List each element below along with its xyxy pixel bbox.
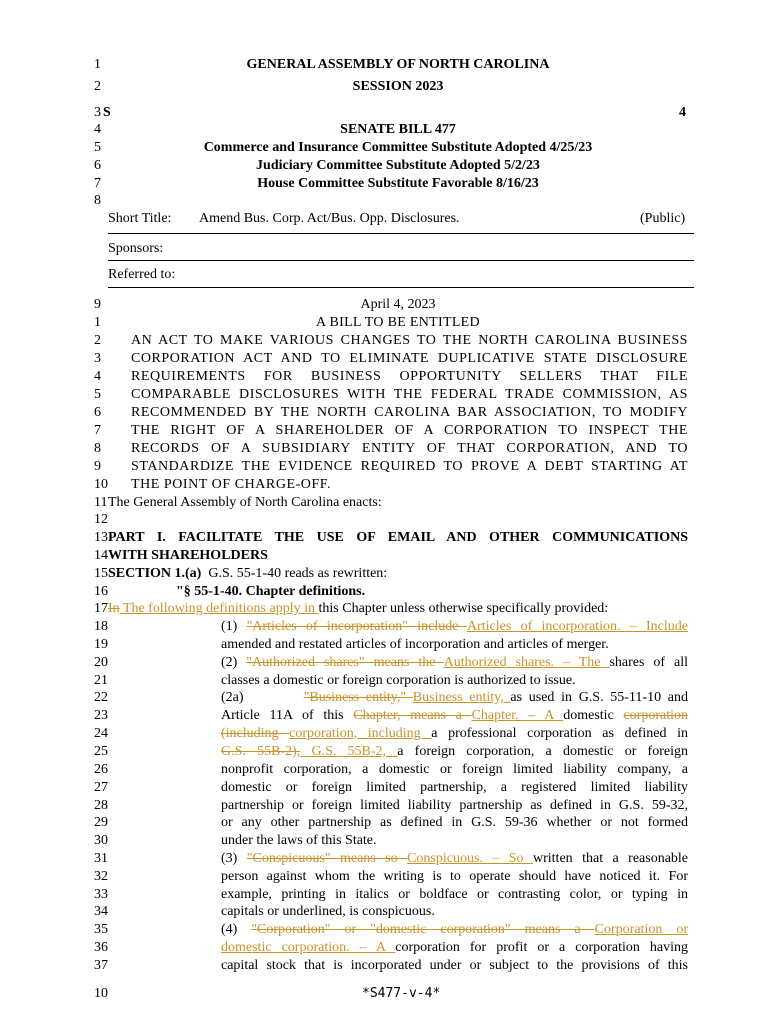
inserted-text: domestic corporation. – A xyxy=(221,940,396,955)
act-title-line: REQUIREMENTS FOR BUSINESS OPPORTUNITY SELLERS THAT FILE xyxy=(131,369,688,384)
line-number: 3 xyxy=(94,351,101,366)
substitute-line: House Committee Substitute Favorable 8/16/23 xyxy=(257,176,539,191)
line-number: 7 xyxy=(94,176,101,191)
line-number: 11 xyxy=(94,495,108,510)
deleted-text: Chapter, means a xyxy=(353,708,472,723)
definition-text: domestic or foreign limited partnership, a registered limited liability xyxy=(221,780,688,795)
line-number: 21 xyxy=(94,673,108,688)
line-number: 19 xyxy=(94,637,108,652)
definition-text: domestic xyxy=(563,708,624,723)
line-number: 26 xyxy=(94,762,108,777)
line-number: 5 xyxy=(94,387,101,402)
definition-number: (3) xyxy=(221,851,247,866)
definition-text: as used in G.S. 55-11-10 and xyxy=(510,690,688,705)
line-number: 37 xyxy=(94,958,108,973)
inserted-text: Authorized shares. – The xyxy=(443,655,610,670)
section-text: G.S. 55-1-40 reads as rewritten: xyxy=(208,566,388,581)
line-number: 18 xyxy=(94,619,108,634)
line-number: 4 xyxy=(94,122,101,137)
deleted-text: (including xyxy=(221,726,290,741)
definition-text: classes a domestic or foreign corporation is authorized to issue. xyxy=(221,673,576,688)
act-title-line: COMPARABLE DISCLOSURES WITH THE FEDERAL TRADE COMMISSION, AS xyxy=(131,387,688,402)
deleted-text: "Corporation" or "domestic corporation" means a xyxy=(251,922,595,937)
deleted-text: corporation xyxy=(623,708,688,723)
inserted-text: corporation, including xyxy=(289,726,432,741)
line-number: 30 xyxy=(94,833,108,848)
definition-text: a professional corporation as defined in xyxy=(431,726,688,741)
line-number: 34 xyxy=(94,904,108,919)
line-number: 20 xyxy=(94,655,108,670)
inserted-text: The following definitions apply in xyxy=(119,601,319,616)
definition-articles xyxy=(221,618,688,654)
definition-text: example, printing in italics or boldface or contrasting color, or typing in xyxy=(221,887,688,902)
line-number: 1 xyxy=(94,57,101,72)
line-number: 7 xyxy=(94,423,101,438)
public-label: (Public) xyxy=(640,211,686,226)
static-text: this Chapter unless otherwise specifically provided: xyxy=(318,601,609,616)
line-number: 2 xyxy=(94,79,101,94)
line-number: 14 xyxy=(94,548,108,563)
definition-text: corporation for profit or a corporation having xyxy=(395,940,688,955)
line-number: 23 xyxy=(94,708,108,723)
deleted-text: "Conspicuous" means so xyxy=(246,851,408,866)
definition-text: capital stock that is incorporated under or subject to the provisions of this xyxy=(221,958,688,973)
definition-text: Article 11A of this xyxy=(221,708,354,723)
line-number: 8 xyxy=(94,193,101,208)
definition-text: written that a reasonable xyxy=(533,851,689,866)
line-number: 27 xyxy=(94,780,108,795)
divider xyxy=(108,260,694,261)
act-title-line: AN ACT TO MAKE VARIOUS CHANGES TO THE NORTH CAROLINA BUSINESS xyxy=(131,333,688,348)
line-number: 8 xyxy=(94,441,101,456)
definition-text: shares of all xyxy=(609,655,688,670)
line-number: 33 xyxy=(94,887,108,902)
definition-text: under the laws of this State. xyxy=(221,833,377,848)
act-title-line: THE RIGHT OF A SHAREHOLDER OF A CORPORATION TO INSPECT THE xyxy=(131,423,688,438)
substitute-line: Judiciary Committee Substitute Adopted 5/2/23 xyxy=(256,158,540,173)
definition-number: (4) xyxy=(221,922,252,937)
act-title-line: STANDARDIZE THE EVIDENCE REQUIRED TO PROVE A DEBT STARTING AT xyxy=(131,459,688,474)
inserted-text: Chapter. – A xyxy=(471,708,564,723)
definition-number: (2a) xyxy=(221,690,244,705)
definitions-intro xyxy=(108,600,608,617)
document-id: *S477-v-4* xyxy=(362,986,441,1001)
inserted-text: Business entity, xyxy=(412,690,511,705)
divider xyxy=(108,233,694,234)
definition-text: partnership or foreign limited liability partnership as defined in G.S. 59-32, xyxy=(221,798,688,813)
assembly-title: GENERAL ASSEMBLY OF NORTH CAROLINA xyxy=(246,57,550,72)
deleted-text: G.S. 55B-2), xyxy=(221,744,301,759)
divider xyxy=(108,287,694,288)
definition-number: (2) xyxy=(221,655,247,670)
line-number: 9 xyxy=(94,459,101,474)
line-number: 24 xyxy=(94,726,108,741)
part-heading: PART I. FACILITATE THE USE OF EMAIL AND OTHER COMMUNICATIONS xyxy=(108,530,688,545)
short-title: Amend Bus. Corp. Act/Bus. Opp. Disclosures. xyxy=(199,211,460,226)
deleted-text: "Business entity," xyxy=(303,690,413,705)
line-number: 36 xyxy=(94,940,108,955)
page-number-right: 4 xyxy=(679,105,686,120)
referred-label: Referred to: xyxy=(108,267,176,282)
line-number: 10 xyxy=(94,477,108,492)
definition-text: a foreign corporation, a domestic or foreign xyxy=(397,744,688,759)
definition-text: or any other partnership as defined in G.S. 59-36 whether or not formed xyxy=(221,815,688,830)
definition-text: capitals or underlined, is conspicuous. xyxy=(221,904,435,919)
act-title-line: CORPORATION ACT AND TO ELIMINATE DUPLICATIVE STATE DISCLOSURE xyxy=(131,351,688,366)
line-number: 29 xyxy=(94,815,108,830)
inserted-text: Articles of incorporation. – Include xyxy=(467,619,688,634)
statute-heading: "§ 55-1-40. Chapter definitions. xyxy=(176,584,366,599)
sponsors-label: Sponsors: xyxy=(108,241,164,256)
short-title-label: Short Title: xyxy=(108,211,172,226)
line-number: 5 xyxy=(94,140,101,155)
inserted-text: G.S. 55B-2, xyxy=(300,744,398,759)
line-number: 6 xyxy=(94,158,101,173)
definition-corporation xyxy=(221,921,688,975)
chamber-letter: S xyxy=(103,105,111,120)
act-title-line: THE POINT OF CHARGE-OFF. xyxy=(131,477,332,492)
definition-text: person against whom the writing is to operate should have noticed it. For xyxy=(221,869,688,884)
definition-text: amended and restated articles of incorporation and articles of merger. xyxy=(221,637,609,652)
inserted-text: Corporation or xyxy=(594,922,689,937)
deleted-text: In xyxy=(108,601,120,616)
bill-number: SENATE BILL 477 xyxy=(340,122,456,137)
act-title-line: RECORDS OF A SUBSIDIARY ENTITY OF THAT CORPORATION, AND TO xyxy=(131,441,688,456)
act-title-line: RECOMMENDED BY THE NORTH CAROLINA BAR ASSOCIATION, TO MODIFY xyxy=(131,405,688,420)
substitute-line: Commerce and Insurance Committee Substitute Adopted 4/25/23 xyxy=(203,140,593,155)
enacting-clause: The General Assembly of North Carolina enacts: xyxy=(108,495,382,510)
line-number: 32 xyxy=(94,869,108,884)
line-number: 16 xyxy=(94,584,108,599)
line-number: 6 xyxy=(94,405,101,420)
definition-number: (1) xyxy=(221,619,247,634)
line-number: 25 xyxy=(94,744,108,759)
line-number: 9 xyxy=(94,297,101,312)
deleted-text: "Authorized shares" means the xyxy=(246,655,444,670)
deleted-text: "Articles of incorporation" include xyxy=(246,619,467,634)
bill-date: April 4, 2023 xyxy=(360,297,436,312)
line-number: 4 xyxy=(94,369,101,384)
footer-page-number: 10 xyxy=(94,986,108,1001)
line-number: 2 xyxy=(94,333,101,348)
part-heading-cont: WITH SHAREHOLDERS xyxy=(108,548,268,563)
line-number: 15 xyxy=(94,566,108,581)
definition-authorized-shares xyxy=(221,654,688,690)
session-title: SESSION 2023 xyxy=(352,79,444,94)
definition-text: nonprofit corporation, a domestic or foreign limited liability company, a xyxy=(221,762,688,777)
line-number: 35 xyxy=(94,922,108,937)
section-label: SECTION 1.(a) xyxy=(108,566,202,581)
line-number: 12 xyxy=(94,512,108,527)
definition-conspicuous xyxy=(221,850,688,921)
line-number: 31 xyxy=(94,851,108,866)
section-line xyxy=(108,565,387,582)
line-number: 17 xyxy=(94,601,108,616)
definition-business-entity xyxy=(221,689,688,850)
line-number: 22 xyxy=(94,690,108,705)
bill-entitled: A BILL TO BE ENTITLED xyxy=(316,315,480,330)
line-number: 1 xyxy=(94,315,101,330)
inserted-text: Conspicuous. – So xyxy=(407,851,533,866)
line-number: 3 xyxy=(94,105,101,120)
line-number: 13 xyxy=(94,530,108,545)
line-number: 28 xyxy=(94,798,108,813)
